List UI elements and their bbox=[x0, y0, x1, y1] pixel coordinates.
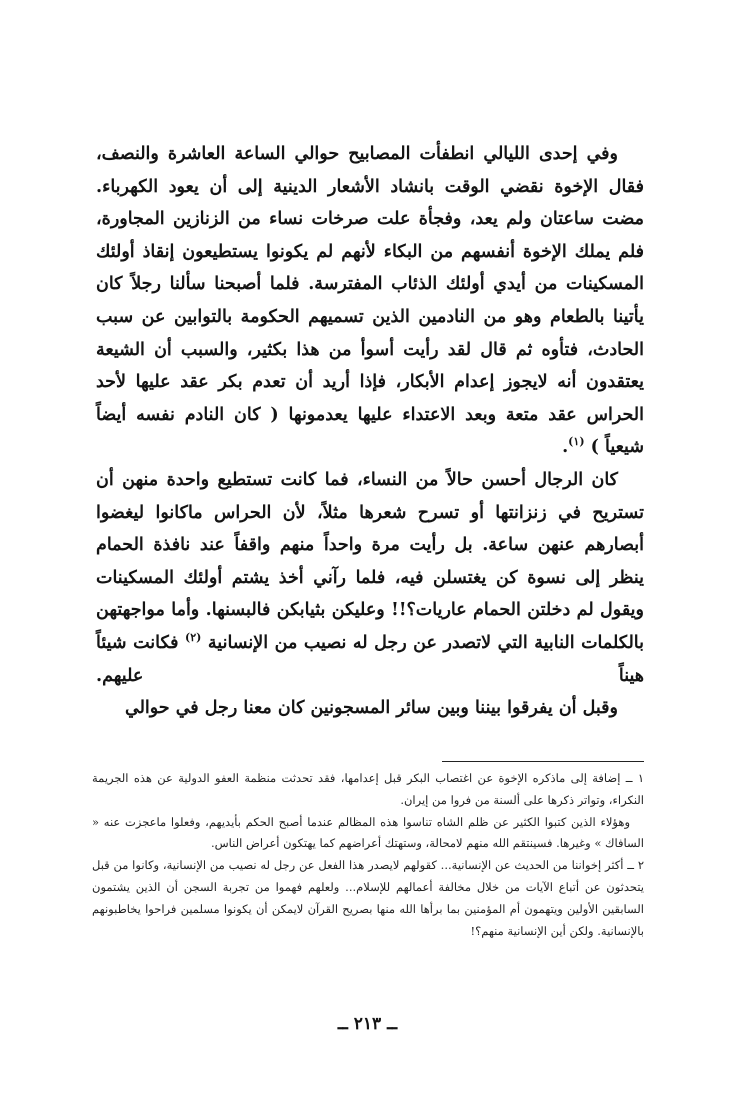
paragraph-2-text: كان الرجال أحسن حالاً من النساء، فما كانت تستطيع واحدة منهن أن تستريح في زنزانتها أو تسرح شعرها مثلاً، لأن الحراس ماكانوا ليغضوا أبصارهم عنهن ساعة. بل رأيت مرة واحداً منهم واقفاً عند نافذة الحمام ينظر إلى نسوة كن يغتسلن فيه، فلما رآني أخذ يشتم أولئك المسكينات ويقول لم دخلتن الحمام عاريات؟!! وعليكن بثيابكن فالبسنها. وأما مواجهتهن بالكلمات النابية التي لاتصدر عن رجل له نصيب من الإنسانية bbox=[96, 469, 644, 653]
main-text bbox=[96, 138, 644, 725]
footnote-ref-1: (١) bbox=[568, 435, 585, 449]
paragraph-1-text: وفي إحدى الليالي انطفأت المصابيح حوالي الساعة العاشرة والنصف، فقال الإخوة نقضي الوقت بانشاد الأشعار الدينية إلى أن يعود الكهرباء. مضت ساعتان ولم يعد، وفجأة علت صرخات نساء من الزنازين المجاورة، فلم يملك الإخوة أنفسهم من البكاء لأنهم لم يكونوا يستطيعون إنقاذ أولئك المسكينات من أيدي أولئك الذئاب المفترسة. فلما أصبحنا سألنا رجلاً كان يأتينا بالطعام وهو من النادمين الذين تسميهم الحكومة بالتوابين عن سبب الحادث، فتأوه ثم قال لقد رأيت أسوأ من هذا بكثير، والسبب أن الشيعة يعتقدون أنه لايجوز إعدام الأبكار، فإذا أريد أن تعدم بكر عقد عليها لأحد الحراس عقد متعة وبعد الاعتداء عليها يعدمونها ( كان النادم نفسه أيضاً شيعياً ) bbox=[96, 144, 644, 458]
paragraph-1: وفي إحدى الليالي انطفأت المصابيح حوالي الساعة العاشرة والنصف، فقال الإخوة نقضي الوقت بانشاد الأشعار الدينية إلى أن يعود الكهرباء. مضت ساعتان ولم يعد، وفجأة علت صرخات نساء من الزنازين المجاورة، فلم يملك الإخوة أنفسهم من البكاء لأنهم لم يكونوا يستطيعون إنقاذ أولئك المسكينات من أيدي أولئك الذئاب المفترسة. فلما أصبحنا سألنا رجلاً كان يأتينا بالطعام وهو من النادمين الذين تسميهم الحكومة بالتوابين عن سبب الحادث، فتأوه ثم قال لقد رأيت أسوأ من هذا بكثير، والسبب أن الشيعة يعتقدون أنه لايجوز إعدام الأبكار، فإذا أريد أن تعدم بكر عقد عليها لأحد الحراس عقد متعة وبعد الاعتداء عليها يعدمونها ( كان النادم نفسه أيضاً شيعياً ) $^{(١)}$. bbox=[96, 144, 644, 458]
footnote-1: ١ ــ إضافة إلى ماذكره الإخوة عن اغتصاب البكر قبل إعدامها، فقد تحدثت منظمة العفو الدولية عن هذه الجريمة النكراء، وتواتر ذكرها على ألسنة من فروا من إيران. bbox=[92, 771, 644, 807]
paragraph-2-tail: فكانت شيئاً هيناً عليهم. bbox=[96, 632, 644, 686]
footnotes bbox=[92, 768, 644, 942]
footnote-1-continued: وهؤلاء الذين كتبوا الكثير عن ظلم الشاه تناسوا هذه المظالم عندما أصبح الحكم بأيديهم، وفعلوا ماعجزت عنه « السافاك » وغيرها. فسينتقم الله منهم لامحالة، وستهتك أعراضهم كما يهتكون أعراض الناس. bbox=[92, 814, 644, 851]
page-number: ــ ٢١٣ ــ bbox=[337, 1014, 398, 1034]
footnote-2: ٢ ــ أكثر إخواننا من الحديث عن الإنسانية... كقولهم لايصدر هذا الفعل عن رجل له نصيب من الإنسانية، وكانوا من قبل يتحدثون عن أتباع الآيات من خلال مخالفة أعمالهم للإسلام... ولعلهم فهموا من تجربة السجن أن الذين يشتمون السابقين الأولين ويتهمون أم المؤمنين بما برأها الله منها بصريح القرآن لايمكن أن يكونوا مسلمين فراحوا يخاطبونهم بالإنسانية. ولكن أين الإنسانية منهم؟! bbox=[92, 858, 644, 938]
footnote-ref-2: (٢) bbox=[185, 631, 202, 645]
paragraph-2 bbox=[96, 464, 644, 692]
paragraph-3: وقبل أن يفرقوا بيننا وبين سائر المسجونين كان معنا رجل في حوالي bbox=[124, 698, 618, 719]
footnote-separator bbox=[442, 761, 644, 762]
